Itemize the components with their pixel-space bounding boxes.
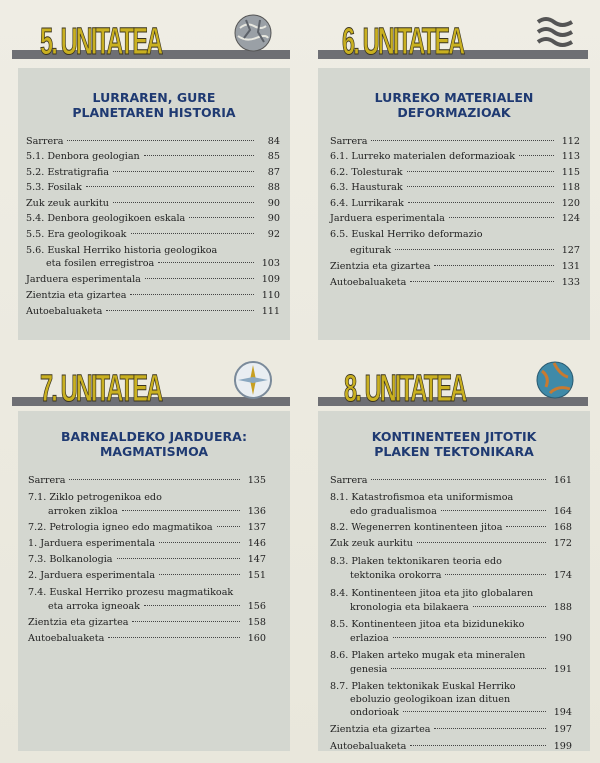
- toc-entry-label: 5.6. Euskal Herriko historia geologikoa: [26, 245, 218, 256]
- toc-entry: Zientzia eta gizartea 131: [330, 261, 580, 272]
- earth-plates-icon: [534, 359, 576, 401]
- toc-entry-label: 8.4. Kontinenteen jitoa eta jito globalaren: [330, 588, 534, 599]
- unit-7: [0, 355, 300, 763]
- toc-entry: Autoebaluaketa 111: [26, 306, 280, 317]
- toc-entry: Autoebaluaketa 133: [330, 277, 580, 288]
- toc-entry: Autoebaluaketa 160: [28, 633, 266, 644]
- unit-5: [0, 0, 300, 380]
- toc-entry: eta fosilen erregistroa 103: [46, 258, 280, 269]
- toc-box: [318, 68, 590, 340]
- toc-entry-label: 8.7. Plaken tektonikak Euskal Herriko: [330, 681, 516, 692]
- toc-entry: Zientzia eta gizartea 110: [26, 290, 280, 301]
- toc-entry: 6.1. Lurreko materialen deformazioak 113: [330, 151, 580, 162]
- toc-entry-label: 8.5. Kontinenteen jitoa eta bizidunekiko: [330, 619, 525, 630]
- toc-entry: edo gradualismoa 164: [350, 506, 572, 517]
- toc-entry: Zientzia eta gizartea 158: [28, 617, 266, 628]
- toc-entry: 7.3. Bolkanologia 147: [28, 554, 266, 565]
- toc-entry: tektonika orokorra 174: [350, 570, 572, 581]
- toc-entry-label: 8.3. Plaken tektonikaren teoria edo: [330, 556, 502, 567]
- toc-entry: 1. Jarduera esperimentala 146: [28, 538, 266, 549]
- toc-entry-label: 6.5. Euskal Herriko deformazio: [330, 229, 483, 240]
- toc-entry-label: 7.4. Euskal Herriko prozesu magmatikoak: [28, 587, 234, 598]
- unit-title: 8. UNITATEA: [344, 368, 466, 410]
- toc-entry: Sarrera 135: [28, 475, 266, 486]
- section-heading: BARNEALDEKO JARDUERA: MAGMATISMOA: [60, 429, 248, 459]
- toc-entry-label: eboluzio geologikoan izan dituen: [350, 694, 511, 705]
- toc-entry: 5.5. Era geologikoak 92: [26, 229, 280, 240]
- toc-entry: Autoebaluaketa 199: [330, 741, 572, 752]
- toc-entry: Sarrera 84: [26, 136, 280, 147]
- toc-entry: genesia 191: [350, 664, 572, 675]
- toc-entry-label: 8.1. Katastrofismoa eta uniformismoa: [330, 492, 514, 503]
- toc-entry: eta arroka igneoak 156: [48, 601, 266, 612]
- toc-entry: 5.3. Fosilak 88: [26, 182, 280, 193]
- toc-entry: Jarduera esperimentala 109: [26, 274, 280, 285]
- toc-entry: Zuk zeuk aurkitu 172: [330, 538, 572, 549]
- toc-entry-label: 8.6. Plaken arteko mugak eta mineralen: [330, 650, 526, 661]
- unit-8: [300, 355, 600, 763]
- strata-icon: [534, 12, 576, 54]
- unit-title: 5. UNITATEA: [40, 21, 162, 63]
- toc-entry: Sarrera 161: [330, 475, 572, 486]
- toc-entry: 2. Jarduera esperimentala 151: [28, 570, 266, 581]
- toc-entry: 5.2. Estratigrafia 87: [26, 167, 280, 178]
- section-heading: KONTINENTEEN JITOTIK PLAKEN TEKTONIKARA: [371, 429, 537, 459]
- toc-entry: 5.1. Denbora geologian 85: [26, 151, 280, 162]
- toc-entry: 6.2. Tolesturak 115: [330, 167, 580, 178]
- toc-entry: Zientzia eta gizartea 197: [330, 724, 572, 735]
- section-heading: LURREKO MATERIALEN DEFORMAZIOAK: [374, 90, 534, 120]
- globe-icon: [232, 12, 274, 54]
- unit-title: 7. UNITATEA: [40, 368, 162, 410]
- toc-entry-label: 7.1. Ziklo petrogenikoa edo: [28, 492, 162, 503]
- toc-entry: Zuk zeuk aurkitu 90: [26, 198, 280, 209]
- toc-entry: kronologia eta bilakaera 188: [350, 602, 572, 613]
- toc-box: [318, 411, 590, 751]
- toc-entry: arroken zikloa 136: [48, 506, 266, 517]
- compass-icon: [232, 359, 274, 401]
- toc-entry: ondorioak 194: [350, 707, 572, 718]
- toc-box: [18, 68, 290, 340]
- toc-entry: 8.2. Wegenerren kontinenteen jitoa 168: [330, 522, 572, 533]
- toc-entry: 6.3. Hausturak 118: [330, 182, 580, 193]
- toc-entry: 5.4. Denbora geologikoen eskala 90: [26, 213, 280, 224]
- toc-entry: 6.4. Lurrikarak 120: [330, 198, 580, 209]
- unit-6: [300, 0, 600, 380]
- section-heading: LURRAREN, GURE PLANETAREN HISTORIA: [72, 90, 236, 120]
- toc-box: [18, 411, 290, 751]
- unit-title: 6. UNITATEA: [342, 21, 464, 63]
- toc-entry: erlazioa 190: [350, 633, 572, 644]
- toc-entry: Jarduera esperimentala 124: [330, 213, 580, 224]
- toc-entry: Sarrera 112: [330, 136, 580, 147]
- toc-entry: egiturak 127: [350, 245, 580, 256]
- toc-entry: 7.2. Petrologia igneo edo magmatikoa 137: [28, 522, 266, 533]
